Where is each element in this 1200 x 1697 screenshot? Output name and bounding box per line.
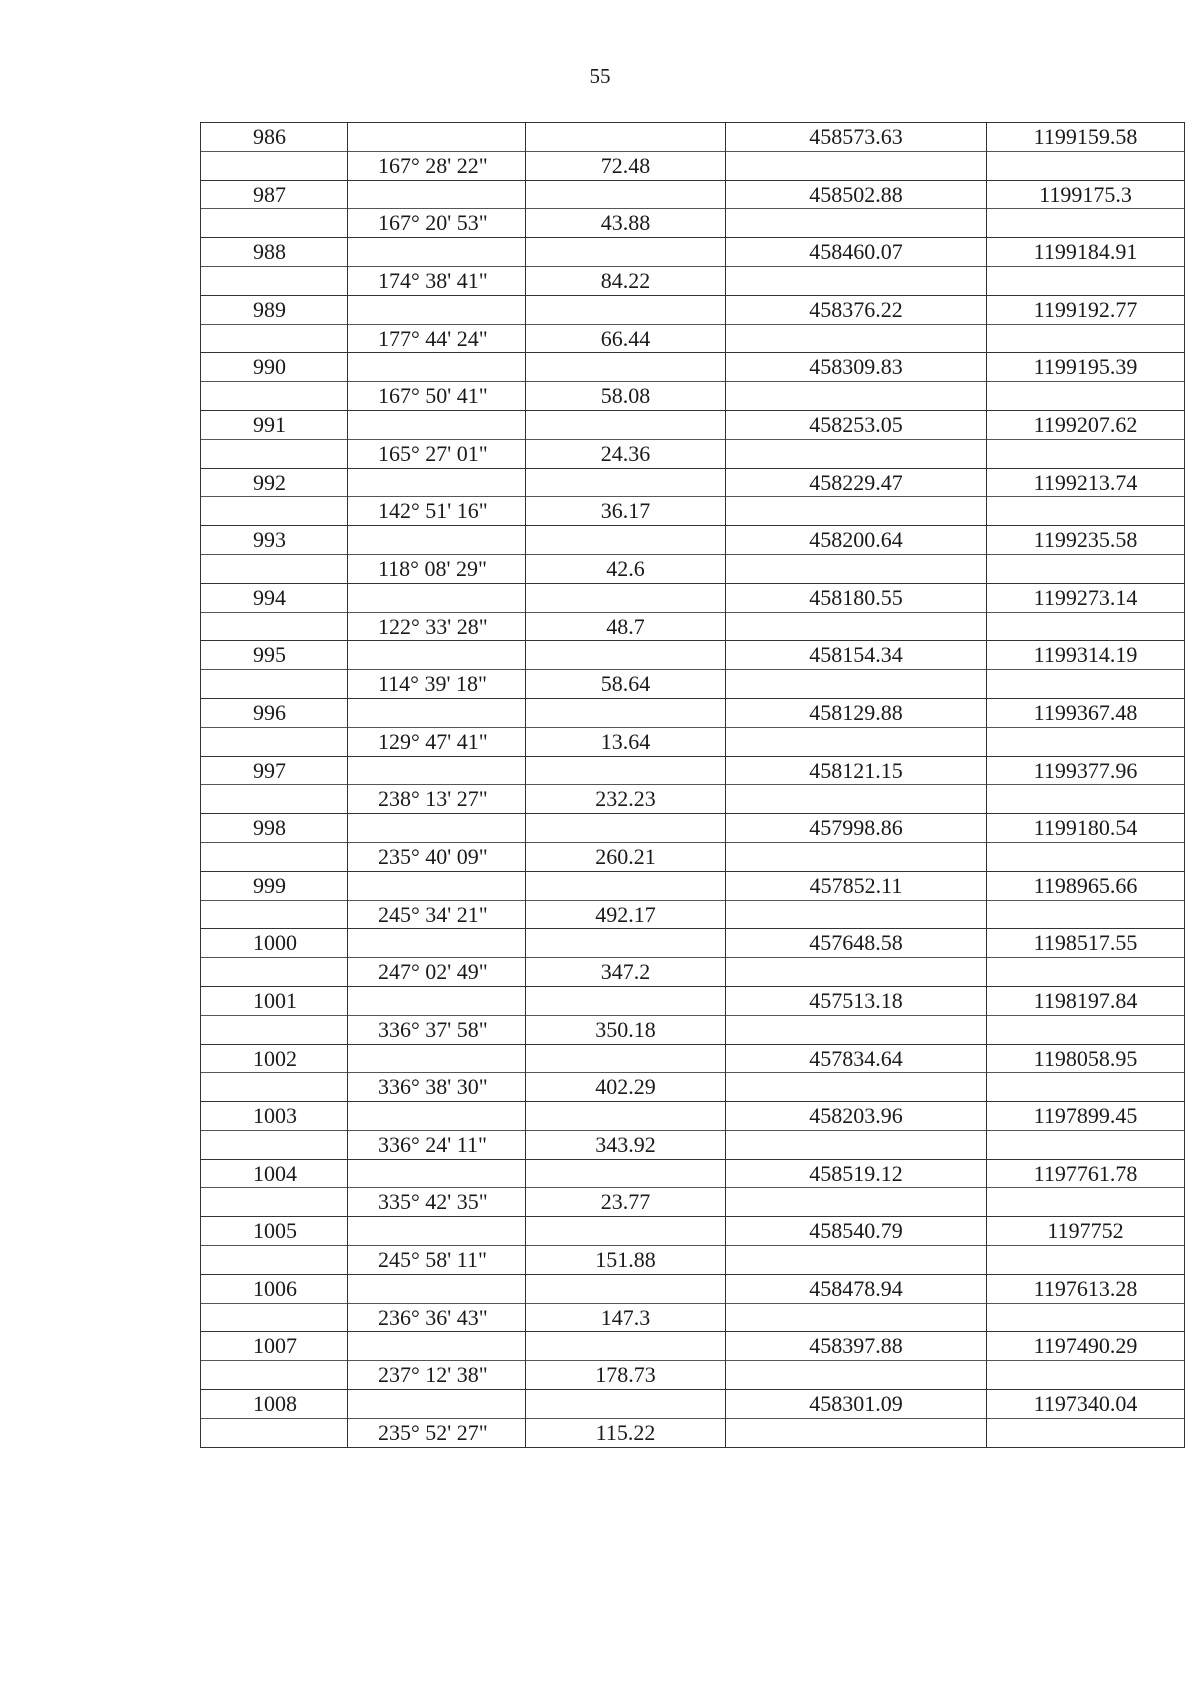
distance-cell: 24.36: [526, 439, 726, 468]
x-coordinate-cell: 457998.86: [726, 814, 987, 843]
x-coordinate-cell: 458203.96: [726, 1102, 987, 1131]
point-row: [201, 1044, 1185, 1073]
x-coordinate-cell: 458519.12: [726, 1159, 987, 1188]
distance-cell-empty: [526, 583, 726, 612]
angle-cell-empty: [348, 583, 526, 612]
point-row: [201, 526, 1185, 555]
leg-row: [201, 1188, 1185, 1217]
angle-cell-empty: [348, 641, 526, 670]
bearing-angle-cell: 238° 13' 27": [348, 785, 526, 814]
y-coordinate-cell: 1199235.58: [987, 526, 1185, 555]
leg-row: [201, 209, 1185, 238]
x-cell-empty: [726, 1361, 987, 1390]
y-coordinate-cell: 1197761.78: [987, 1159, 1185, 1188]
y-coordinate-cell: 1199377.96: [987, 756, 1185, 785]
y-coordinate-cell: 1199314.19: [987, 641, 1185, 670]
distance-cell: 178.73: [526, 1361, 726, 1390]
leg-row: [201, 554, 1185, 583]
leg-row: [201, 1303, 1185, 1332]
angle-cell-empty: [348, 1102, 526, 1131]
angle-cell-empty: [348, 353, 526, 382]
point-number-cell: 989: [201, 295, 348, 324]
point-row: [201, 238, 1185, 267]
y-coordinate-cell: 1199192.77: [987, 295, 1185, 324]
bearing-angle-cell: 142° 51' 16": [348, 497, 526, 526]
angle-cell-empty: [348, 929, 526, 958]
point-row: [201, 123, 1185, 152]
bearing-angle-cell: 174° 38' 41": [348, 266, 526, 295]
angle-cell-empty: [348, 180, 526, 209]
point-cell-empty: [201, 727, 348, 756]
x-coordinate-cell: 458460.07: [726, 238, 987, 267]
point-row: [201, 1102, 1185, 1131]
bearing-angle-cell: 245° 58' 11": [348, 1246, 526, 1275]
distance-cell-empty: [526, 1217, 726, 1246]
y-cell-empty: [987, 670, 1185, 699]
x-cell-empty: [726, 727, 987, 756]
distance-cell: 232.23: [526, 785, 726, 814]
x-cell-empty: [726, 842, 987, 871]
bearing-angle-cell: 129° 47' 41": [348, 727, 526, 756]
leg-row: [201, 958, 1185, 987]
point-number-cell: 990: [201, 353, 348, 382]
point-number-cell: 987: [201, 180, 348, 209]
point-number-cell: 997: [201, 756, 348, 785]
point-cell-empty: [201, 209, 348, 238]
bearing-angle-cell: 245° 34' 21": [348, 900, 526, 929]
distance-cell-empty: [526, 756, 726, 785]
y-cell-empty: [987, 1015, 1185, 1044]
point-row: [201, 410, 1185, 439]
angle-cell-empty: [348, 756, 526, 785]
y-coordinate-cell: 1198965.66: [987, 871, 1185, 900]
distance-cell: 84.22: [526, 266, 726, 295]
point-number-cell: 998: [201, 814, 348, 843]
x-cell-empty: [726, 1015, 987, 1044]
distance-cell: 260.21: [526, 842, 726, 871]
distance-cell: 402.29: [526, 1073, 726, 1102]
distance-cell: 48.7: [526, 612, 726, 641]
bearing-angle-cell: 167° 28' 22": [348, 151, 526, 180]
point-row: [201, 1159, 1185, 1188]
point-cell-empty: [201, 1015, 348, 1044]
angle-cell-empty: [348, 871, 526, 900]
x-coordinate-cell: 458154.34: [726, 641, 987, 670]
x-cell-empty: [726, 497, 987, 526]
y-coordinate-cell: 1199213.74: [987, 468, 1185, 497]
x-cell-empty: [726, 554, 987, 583]
point-cell-empty: [201, 1073, 348, 1102]
point-row: [201, 871, 1185, 900]
distance-cell-empty: [526, 1044, 726, 1073]
x-coordinate-cell: 458540.79: [726, 1217, 987, 1246]
leg-row: [201, 497, 1185, 526]
x-cell-empty: [726, 612, 987, 641]
y-cell-empty: [987, 209, 1185, 238]
bearing-angle-cell: 336° 38' 30": [348, 1073, 526, 1102]
y-cell-empty: [987, 612, 1185, 641]
x-cell-empty: [726, 439, 987, 468]
leg-row: [201, 842, 1185, 871]
distance-cell-empty: [526, 410, 726, 439]
point-cell-empty: [201, 1130, 348, 1159]
y-coordinate-cell: 1198197.84: [987, 986, 1185, 1015]
y-coordinate-cell: 1198517.55: [987, 929, 1185, 958]
angle-cell-empty: [348, 468, 526, 497]
y-cell-empty: [987, 1361, 1185, 1390]
x-cell-empty: [726, 1073, 987, 1102]
point-cell-empty: [201, 670, 348, 699]
angle-cell-empty: [348, 410, 526, 439]
distance-cell: 151.88: [526, 1246, 726, 1275]
x-coordinate-cell: 458478.94: [726, 1274, 987, 1303]
leg-row: [201, 900, 1185, 929]
distance-cell-empty: [526, 238, 726, 267]
x-cell-empty: [726, 1188, 987, 1217]
point-number-cell: 994: [201, 583, 348, 612]
x-cell-empty: [726, 900, 987, 929]
point-row: [201, 583, 1185, 612]
y-cell-empty: [987, 1418, 1185, 1447]
point-cell-empty: [201, 266, 348, 295]
distance-cell: 42.6: [526, 554, 726, 583]
bearing-angle-cell: 336° 37' 58": [348, 1015, 526, 1044]
distance-cell: 350.18: [526, 1015, 726, 1044]
distance-cell-empty: [526, 871, 726, 900]
angle-cell-empty: [348, 1274, 526, 1303]
distance-cell: 58.64: [526, 670, 726, 699]
y-coordinate-cell: 1199367.48: [987, 698, 1185, 727]
point-number-cell: 1000: [201, 929, 348, 958]
distance-cell-empty: [526, 814, 726, 843]
point-row: [201, 1217, 1185, 1246]
distance-cell-empty: [526, 468, 726, 497]
x-coordinate-cell: 458229.47: [726, 468, 987, 497]
y-cell-empty: [987, 1246, 1185, 1275]
distance-cell-empty: [526, 353, 726, 382]
distance-cell: 115.22: [526, 1418, 726, 1447]
leg-row: [201, 1130, 1185, 1159]
point-number-cell: 991: [201, 410, 348, 439]
point-number-cell: 1006: [201, 1274, 348, 1303]
angle-cell-empty: [348, 1217, 526, 1246]
leg-row: [201, 324, 1185, 353]
distance-cell-empty: [526, 1102, 726, 1131]
x-cell-empty: [726, 1303, 987, 1332]
distance-cell-empty: [526, 180, 726, 209]
x-coordinate-cell: 458200.64: [726, 526, 987, 555]
y-cell-empty: [987, 1303, 1185, 1332]
leg-row: [201, 612, 1185, 641]
y-cell-empty: [987, 497, 1185, 526]
distance-cell-empty: [526, 929, 726, 958]
y-cell-empty: [987, 151, 1185, 180]
distance-cell-empty: [526, 1159, 726, 1188]
point-row: [201, 295, 1185, 324]
distance-cell: 66.44: [526, 324, 726, 353]
x-cell-empty: [726, 1130, 987, 1159]
y-coordinate-cell: 1197752: [987, 1217, 1185, 1246]
point-number-cell: 996: [201, 698, 348, 727]
point-row: [201, 814, 1185, 843]
bearing-angle-cell: 114° 39' 18": [348, 670, 526, 699]
y-coordinate-cell: 1199175.3: [987, 180, 1185, 209]
x-cell-empty: [726, 382, 987, 411]
leg-row: [201, 670, 1185, 699]
y-cell-empty: [987, 266, 1185, 295]
bearing-angle-cell: 177° 44' 24": [348, 324, 526, 353]
point-cell-empty: [201, 382, 348, 411]
y-cell-empty: [987, 727, 1185, 756]
bearing-angle-cell: 335° 42' 35": [348, 1188, 526, 1217]
bearing-angle-cell: 247° 02' 49": [348, 958, 526, 987]
y-coordinate-cell: 1199273.14: [987, 583, 1185, 612]
x-cell-empty: [726, 670, 987, 699]
x-coordinate-cell: 458121.15: [726, 756, 987, 785]
angle-cell-empty: [348, 123, 526, 152]
leg-row: [201, 151, 1185, 180]
distance-cell: 36.17: [526, 497, 726, 526]
y-cell-empty: [987, 1073, 1185, 1102]
point-row: [201, 641, 1185, 670]
distance-cell-empty: [526, 641, 726, 670]
bearing-angle-cell: 122° 33' 28": [348, 612, 526, 641]
distance-cell-empty: [526, 295, 726, 324]
bearing-angle-cell: 236° 36' 43": [348, 1303, 526, 1332]
y-coordinate-cell: 1197340.04: [987, 1390, 1185, 1419]
point-cell-empty: [201, 958, 348, 987]
leg-row: [201, 727, 1185, 756]
distance-cell-empty: [526, 123, 726, 152]
angle-cell-empty: [348, 698, 526, 727]
point-cell-empty: [201, 842, 348, 871]
distance-cell: 347.2: [526, 958, 726, 987]
y-cell-empty: [987, 900, 1185, 929]
point-number-cell: 992: [201, 468, 348, 497]
y-cell-empty: [987, 842, 1185, 871]
angle-cell-empty: [348, 814, 526, 843]
point-cell-empty: [201, 1246, 348, 1275]
distance-cell-empty: [526, 986, 726, 1015]
distance-cell-empty: [526, 1332, 726, 1361]
y-coordinate-cell: 1199180.54: [987, 814, 1185, 843]
point-number-cell: 1004: [201, 1159, 348, 1188]
bearing-angle-cell: 336° 24' 11": [348, 1130, 526, 1159]
y-coordinate-cell: 1197899.45: [987, 1102, 1185, 1131]
point-row: [201, 756, 1185, 785]
leg-row: [201, 382, 1185, 411]
x-cell-empty: [726, 958, 987, 987]
distance-cell-empty: [526, 1274, 726, 1303]
leg-row: [201, 1361, 1185, 1390]
distance-cell: 492.17: [526, 900, 726, 929]
point-number-cell: 988: [201, 238, 348, 267]
point-number-cell: 1003: [201, 1102, 348, 1131]
distance-cell-empty: [526, 1390, 726, 1419]
x-coordinate-cell: 458376.22: [726, 295, 987, 324]
point-cell-empty: [201, 1418, 348, 1447]
bearing-angle-cell: 118° 08' 29": [348, 554, 526, 583]
x-coordinate-cell: 458502.88: [726, 180, 987, 209]
y-coordinate-cell: 1199195.39: [987, 353, 1185, 382]
leg-row: [201, 1073, 1185, 1102]
point-cell-empty: [201, 1188, 348, 1217]
angle-cell-empty: [348, 1390, 526, 1419]
point-number-cell: 999: [201, 871, 348, 900]
angle-cell-empty: [348, 295, 526, 324]
x-coordinate-cell: 458301.09: [726, 1390, 987, 1419]
y-cell-empty: [987, 785, 1185, 814]
point-cell-empty: [201, 151, 348, 180]
x-cell-empty: [726, 785, 987, 814]
x-coordinate-cell: 458573.63: [726, 123, 987, 152]
distance-cell: 147.3: [526, 1303, 726, 1332]
bearing-angle-cell: 237° 12' 38": [348, 1361, 526, 1390]
leg-row: [201, 1015, 1185, 1044]
angle-cell-empty: [348, 238, 526, 267]
x-cell-empty: [726, 151, 987, 180]
distance-cell: 343.92: [526, 1130, 726, 1159]
distance-cell-empty: [526, 698, 726, 727]
point-row: [201, 929, 1185, 958]
y-cell-empty: [987, 439, 1185, 468]
point-row: [201, 1274, 1185, 1303]
leg-row: [201, 266, 1185, 295]
point-cell-empty: [201, 612, 348, 641]
y-cell-empty: [987, 554, 1185, 583]
point-number-cell: 1005: [201, 1217, 348, 1246]
x-coordinate-cell: 458129.88: [726, 698, 987, 727]
distance-cell: 23.77: [526, 1188, 726, 1217]
point-cell-empty: [201, 1361, 348, 1390]
bearing-angle-cell: 235° 40' 09": [348, 842, 526, 871]
distance-cell: 43.88: [526, 209, 726, 238]
x-coordinate-cell: 457513.18: [726, 986, 987, 1015]
y-cell-empty: [987, 1130, 1185, 1159]
y-cell-empty: [987, 958, 1185, 987]
point-row: [201, 986, 1185, 1015]
y-cell-empty: [987, 382, 1185, 411]
bearing-angle-cell: 165° 27' 01": [348, 439, 526, 468]
point-number-cell: 986: [201, 123, 348, 152]
angle-cell-empty: [348, 1044, 526, 1073]
y-coordinate-cell: 1199159.58: [987, 123, 1185, 152]
x-coordinate-cell: 458309.83: [726, 353, 987, 382]
angle-cell-empty: [348, 526, 526, 555]
point-cell-empty: [201, 324, 348, 353]
angle-cell-empty: [348, 986, 526, 1015]
point-row: [201, 1332, 1185, 1361]
coordinate-table-body: [201, 123, 1185, 1448]
distance-cell: 58.08: [526, 382, 726, 411]
x-coordinate-cell: 458180.55: [726, 583, 987, 612]
x-cell-empty: [726, 266, 987, 295]
point-row: [201, 353, 1185, 382]
x-coordinate-cell: 457648.58: [726, 929, 987, 958]
angle-cell-empty: [348, 1159, 526, 1188]
leg-row: [201, 439, 1185, 468]
y-cell-empty: [987, 1188, 1185, 1217]
x-cell-empty: [726, 324, 987, 353]
point-number-cell: 993: [201, 526, 348, 555]
point-cell-empty: [201, 554, 348, 583]
y-coordinate-cell: 1198058.95: [987, 1044, 1185, 1073]
y-coordinate-cell: 1197613.28: [987, 1274, 1185, 1303]
x-cell-empty: [726, 1246, 987, 1275]
distance-cell: 13.64: [526, 727, 726, 756]
distance-cell-empty: [526, 526, 726, 555]
point-cell-empty: [201, 900, 348, 929]
y-coordinate-cell: 1199184.91: [987, 238, 1185, 267]
point-cell-empty: [201, 497, 348, 526]
y-coordinate-cell: 1197490.29: [987, 1332, 1185, 1361]
point-number-cell: 1002: [201, 1044, 348, 1073]
x-cell-empty: [726, 1418, 987, 1447]
page-number: 55: [589, 64, 611, 88]
point-cell-empty: [201, 785, 348, 814]
x-coordinate-cell: 457834.64: [726, 1044, 987, 1073]
point-row: [201, 180, 1185, 209]
point-number-cell: 1001: [201, 986, 348, 1015]
distance-cell: 72.48: [526, 151, 726, 180]
bearing-angle-cell: 167° 50' 41": [348, 382, 526, 411]
y-cell-empty: [987, 324, 1185, 353]
point-number-cell: 1008: [201, 1390, 348, 1419]
x-coordinate-cell: 458253.05: [726, 410, 987, 439]
point-row: [201, 1390, 1185, 1419]
leg-row: [201, 1418, 1185, 1447]
leg-row: [201, 1246, 1185, 1275]
point-cell-empty: [201, 439, 348, 468]
point-row: [201, 468, 1185, 497]
y-coordinate-cell: 1199207.62: [987, 410, 1185, 439]
coordinate-table: [200, 122, 1185, 1448]
bearing-angle-cell: 235° 52' 27": [348, 1418, 526, 1447]
point-cell-empty: [201, 1303, 348, 1332]
angle-cell-empty: [348, 1332, 526, 1361]
x-cell-empty: [726, 209, 987, 238]
x-coordinate-cell: 458397.88: [726, 1332, 987, 1361]
x-coordinate-cell: 457852.11: [726, 871, 987, 900]
point-number-cell: 1007: [201, 1332, 348, 1361]
leg-row: [201, 785, 1185, 814]
bearing-angle-cell: 167° 20' 53": [348, 209, 526, 238]
point-row: [201, 698, 1185, 727]
point-number-cell: 995: [201, 641, 348, 670]
